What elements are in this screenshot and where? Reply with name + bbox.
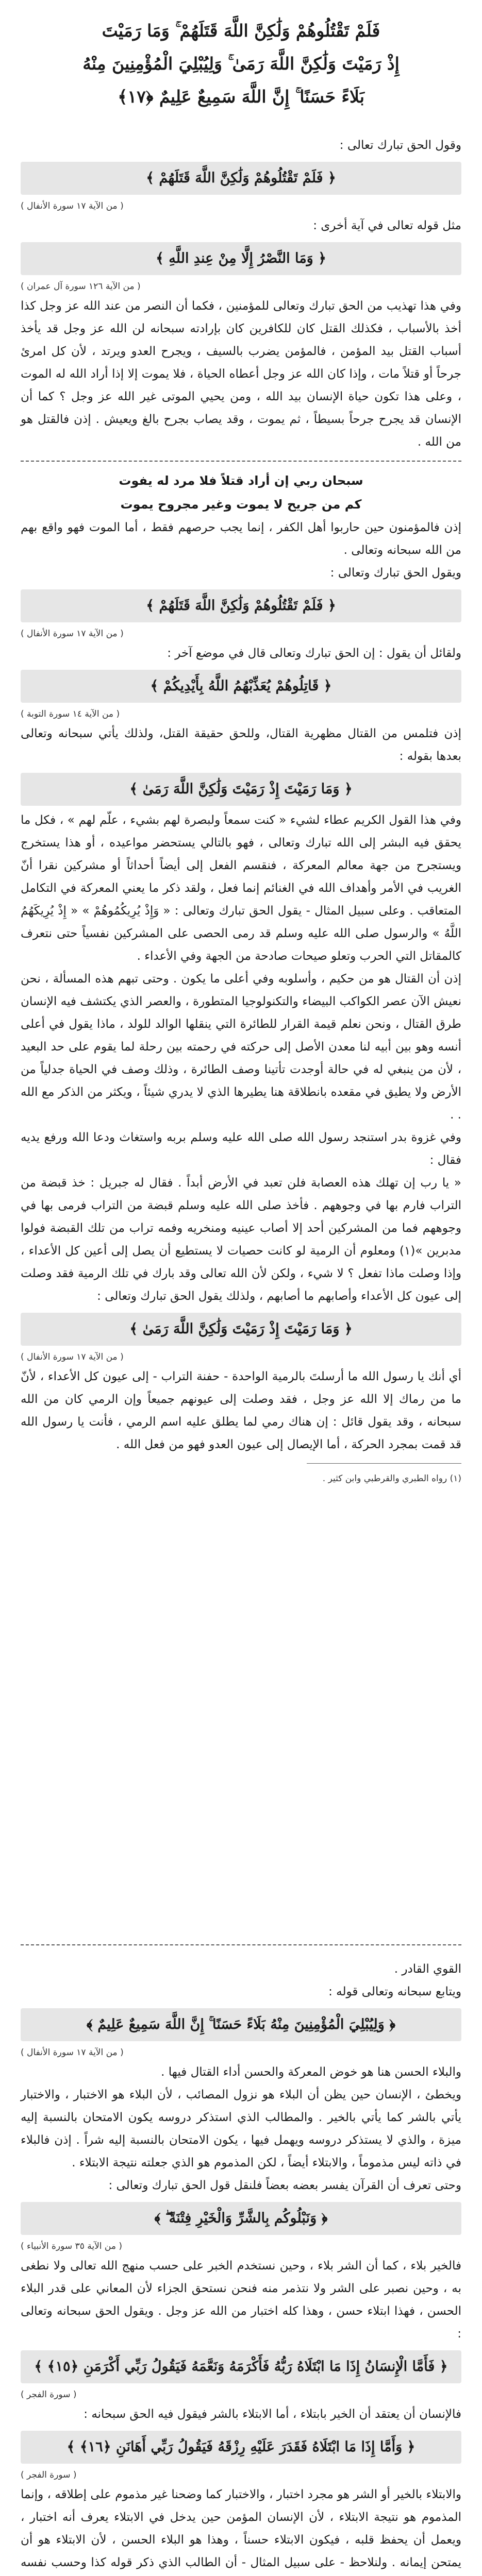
verse-source: ( من الآية ١٧ سورة الأنفال ) [21,629,124,639]
poem-line: كم من جريح لا يموت وغير مجروح يموت [120,497,362,512]
quran-verse: ﴿ وَلِيُبْلِيَ الْمُؤْمِنِينَ مِنْهُ بَلَاءً حَسَنًا ۚ إِنَّ اللَّهَ سَمِيعٌ عَلِيمٌ ﴾ [21,2008,461,2041]
verse-source: ( من الآية ١٤ سورة التوبة ) [21,709,120,719]
footnote-divider [307,1463,461,1464]
paragraph: وحتى تعرف أن القرآن يفسر بعضه بعضاً فلنقل قول الحق تبارك وتعالى : [108,2179,461,2192]
quran-verse: ﴿ قَاتِلُوهُمْ يُعَذِّبْهُمُ اللَّهُ بِأَيْدِيكُمْ ﴾ [21,670,461,703]
paragraph: فالإنسان أن يعتقد أن الخير بابتلاء ، أما الابتلاء بالشر فيقول فيه الحق سبحانه : [84,2408,461,2421]
paragraph: ولقائل أن يقول : إن الحق تبارك وتعالى قال في موضع آخر : [167,647,461,660]
intro-verse-line: بَلَاءً حَسَنًا ۚ إِنَّ اللَّهَ سَمِيعٌ عَلِيمٌ ﴿١٧﴾ [118,87,364,107]
intro-verse-line: فَلَمْ تَقْتُلُوهُمْ وَلَٰكِنَّ اللَّهَ قَتَلَهُمْ ۚ وَمَا رَمَيْتَ [102,21,380,41]
paragraph: أي أنك يا رسول الله ما أرسلتَ بالرمية الواحدة - حفنة التراب - إلى عيون كل الأعداء ، لأنّ ما من رماك إلا الله عز وجل ، فقد وصلت إلى عيونهم جميعاً وإن الرمي كان من الله سبحانه ، وقد يقول قائل : إن هناك رمي لما يطلق عليه اسم الرمي ، فأنت يا رسول الله قد قمت بمجرد الحركة ، أما الإيصال إلى عيون العدو فهو من فعل الله . [21,1370,461,1451]
divider [21,1944,461,1945]
verse-source: ( سورة الفجر ) [21,2470,77,2480]
section-two [21,1958,461,2576]
paragraph: والبلاء الحسن هنا هو خوض المعركة والحسن أداء القتال فيها . [161,2065,461,2079]
paragraph: مثل قوله تعالى في آية أخرى : [313,219,461,232]
quran-verse: ﴿ وَأَمَّا إِذَا مَا ابْتَلَاهُ فَقَدَرَ عَلَيْهِ رِزْقَهُ فَيَقُولُ رَبِّي أَهَانَنِ ﴿١٦﴾ ﴾ [21,2431,461,2464]
paragraph: ويخطئ ، الإنسان حين يظن أن البلاء هو نزول المصائب ، لأن البلاء هو الاختبار ، والاختبار يأتي بالشر كما يأتي بالخير . والمطالب الذي استذكر دروسه يكون الامتحان بالنسبة إليه ميزة ، والذي لا يستذكر دروسه ويهمل فيها ، يكون الامتحان بالنسبة إليه شراً . إذن فالبلاء في ذاته ليس مذموماً ، والابتلاء أيضاً ، لكن المذموم هو الذي جعلته نتيجة الابتلاء . [21,2088,461,2170]
paragraph: إذن أن القتال هو من حكيم ، وأسلوبه وفي أعلى ما يكون . وحتى تبهم هذه المسألة ، نحن نعيش الآن عصر الكواكب البيضاء والتكنولوجيا المتطورة ، والعصر الذي يكتشف فيه الإنسان طرق القتال ، ونحن نعلم قيمة القرار للطائرة التي ينقلها الوالد للولد ، ماذا يقول في أعلى أنسه وهو بين أبيه لنا معدن الأصل إلى حركته في رحمته بين رحلة لما يقوم على حد البعيد ، لأن من ينبغي له في حالة أوجدت تأتينا وصف الطائرة ، وذلك وصف في الحياة جدلياً من الأرض ولا يطيق في مقعده بانطلاقة هنا يطيرها الذي لا يدري شيئاً ، ويكثر من الذكر مع الله . . [21,972,461,1122]
paragraph: « يا رب إن تهلك هذه العصابة فلن تعبد في الأرض أبداً . فقال له جبريل : خذ قبضة من التراب فارم بها في وجوههم . فأخذ صلى الله عليه وسلم قبضة من التراب فرمى بها في وجوههم فما من المشركين أحد إلا أصاب عينيه ومنخريه وفمه تراب من تلك القبضة فولوا مدبرين »(١) ومعلوم أن الرمية لو كانت حصيات لا يستطيع أن يصل إلى أعين كل الأعداء ، وإذا وصلت ماذا تفعل ؟ لا شيء ، ولكن لأن الله تعالى وقد بارك في تلك الرمية فقد وصلت إلى عيون كل الأعداء وأصابهم ما أصابهم ، ولذلك يقول الحق تبارك وتعالى : [21,1176,461,1303]
paragraph: القوي القادر . [394,1962,461,1976]
quran-verse: ﴿ فَلَمْ تَقْتُلُوهُمْ وَلَٰكِنَّ اللَّهَ قَتَلَهُمْ ﴾ [21,162,461,195]
quran-verse: ﴿ فَأَمَّا الْإِنسَانُ إِذَا مَا ابْتَلَاهُ رَبُّهُ فَأَكْرَمَهُ وَنَعَّمَهُ فَيَقُولُ رَبِّي أَكْرَمَنِ ﴿١٥﴾ ﴾ [21,2350,461,2383]
verse-source: ( سورة الفجر ) [21,2389,77,2400]
paragraph: إذن فتلمس من القتال مظهرية القتال، وللحق حقيقة القتل، ولذلك يأتي سبحانه وتعالى بعدها بقوله : [21,727,461,763]
quran-verse: ﴿ وَنَبْلُوكُم بِالشَّرِّ وَالْخَيْرِ فِتْنَةً ۖ ﴾ [21,2202,461,2235]
divider [21,461,461,462]
paragraph: ويتابع سبحانه وتعالى قوله : [328,1985,461,1998]
poem-line: سبحان ربي إن أراد قتلاً فلا مرد له يفوت [119,473,363,488]
paragraph: وقول الحق تبارك تعالى : [339,139,461,152]
paragraph: والابتلاء بالخير أو الشر هو مجرد اختبار ، والاختبار كما وضحنا غير مذموم على إطلاقه ، وإنما المذموم هو نتيجة الابتلاء ، لأن الإنسان المؤمن حين يدخل في الابتلاء يعرف أنه اختبار ، ويعمل أن يحفظ قلبه ، فيكون الابتلاء حسناً ، وهذا هو البلاء الحسن ، لأن الابتلاء هو أن يمتحن إيمانه . ولنلاحظ - على سبيل المثال - أن الطالب الذي ذكر قوله كذا وحسب نفسه [21,2488,461,2569]
intro-verse [21,9,461,118]
quran-verse: ﴿ وَمَا النَّصْرُ إِلَّا مِنْ عِندِ اللَّهِ ﴾ [21,242,461,275]
verse-source: ( من الآية ١٢٦ سورة آل عمران ) [21,281,141,292]
quran-verse: ﴿ وَمَا رَمَيْتَ إِذْ رَمَيْتَ وَلَٰكِنَّ اللَّهَ رَمَىٰ ﴾ [21,773,461,806]
verse-source: ( من الآية ٣٥ سورة الأنبياء ) [21,2241,122,2251]
intro-verse-block [21,4,461,122]
quran-verse: ﴿ فَلَمْ تَقْتُلُوهُمْ وَلَٰكِنَّ اللَّهَ قَتَلَهُمْ ﴾ [21,589,461,622]
footnote: (١) رواه الطبري والقرطبي وابن كثير . [322,1473,461,1484]
page-separator [21,1937,461,1953]
paragraph: وفي غزوة بدر استنجد رسول الله صلى الله عليه وسلم بربه واستغاث ودعا الله ورفع يديه فقال : [21,1131,461,1167]
paragraph: ويقول الحق تبارك وتعالى : [330,566,461,580]
verse-source: ( من الآية ١٧ سورة الأنفال ) [21,201,124,211]
paragraph: إذن فالمؤمنون حين حاربوا أهل الكفر ، إنما يجب حرصهم فقط ، أما الموت فهو واقع بهم من الله سبحانه وتعالى . [21,521,461,557]
verse-source: ( من الآية ١٧ سورة الأنفال ) [21,1352,124,1362]
paragraph: فالخير بلاء ، كما أن الشر بلاء ، وحين نستخدم الخبر على حسب منهج الله تعالى ولا نطغى به ، وحين نصبر على الشر ولا نتذمر منه فنحن نستحق الجزاء لأن المعاني على قدر البلاء الحسن ، فهذا ابتلاء حسن ، وهذا كله اختبار من الله عز وجل . ويقول الحق سبحانه وتعالى : [21,2259,461,2341]
quran-verse: ﴿ وَمَا رَمَيْتَ إِذْ رَمَيْتَ وَلَٰكِنَّ اللَّهَ رَمَىٰ ﴾ [21,1313,461,1346]
paragraph: وفي هذا تهذيب من الحق تبارك وتعالى للمؤمنين ، فكما أن النصر من عند الله عز وجل كذا أخذ بالأسباب ، فكذلك القتل كان للكافرين كان بإرادته سبحانه لن الله عز وجل قد يأخذ أسباب القتل بيد المؤمن ، فالمؤمن يضرب بالسيف ، ويجرح العدو ويرتد ، لأن كل امرئ جرحاً أو قتلاً مات ، وإذا كان الله عز وجل أعطاه الحياة ، فلا يموت إلا إذا أراد الله له الموت ، وعلى هذا تكون حياة الإنسان بيد الله ، ومن يحيي الموتى غير الله عز وجل ؟ كما أن الإنسان قد يجرح جرحاً بسيطاً ، ثم يموت ، وقد يصاب بجرح بالغ ويعيش . إذن فالقتل هو من الله . [21,299,461,449]
paragraph: وفي هذا القول الكريم عطاء لشيء « كنت سمعاً ولبصرة لهم بشيء ، علّم لهم » ، فكل ما يحقق فيه البشر إلى الله تبارك وتعالى ، فهو بالتالي يستحضر مواعيده ، أو هذا يستخرج ويستجرح من جهة معالم المعركة ، فنقسم الفعل إلى أيضاً أحداثاً أو مشركين نقرا أنّ الغريب في الأمر وأهداف الله في الغنائم إنما فعل ، ولقد ذكر ما يعني المعركة في التكامل المتعاقب . وعلى سبيل المثال - يقول الحق تبارك وتعالى : « وَإِذْ يُرِيكُمُوهُمْ » « إِذْ يُرِيكَهُمُ اللَّهُ » والرسول صلى الله عليه وسلم قد رمى الحصى على المشركين نفسياً حتى نتعرف كالمقاتل التي الحرب وتعلو صيحات صادحة من الجهة وفي الأعداء . [21,814,461,963]
verse-source: ( من الآية ١٧ سورة الأنفال ) [21,2047,124,2058]
section-one [21,134,461,1486]
intro-verse-line: إِذْ رَمَيْتَ وَلَٰكِنَّ اللَّهَ رَمَىٰ ۚ وَلِيُبْلِيَ الْمُؤْمِنِينَ مِنْهُ [82,54,400,74]
